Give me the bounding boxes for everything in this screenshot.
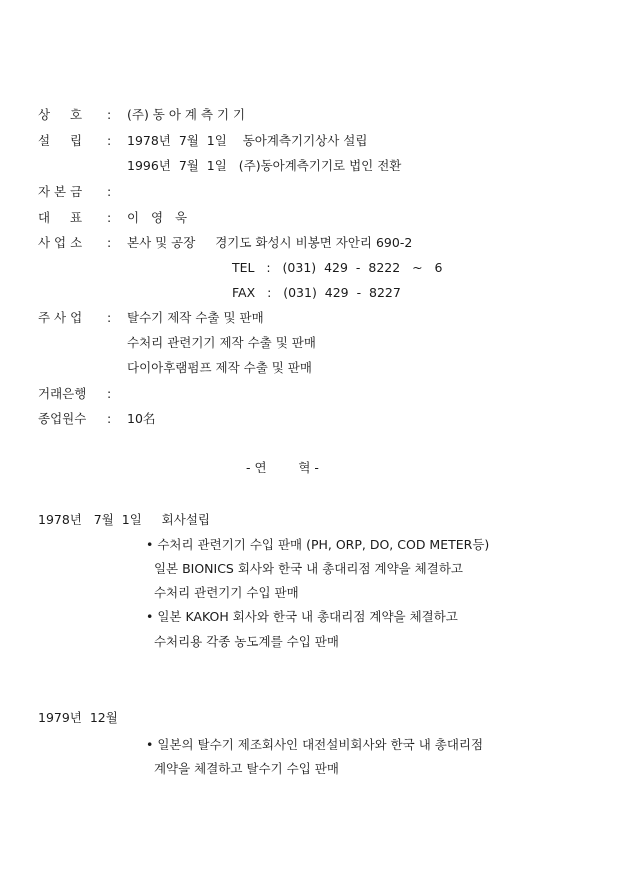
colon: : [107, 210, 112, 225]
history-title: - 연 혁 - [246, 460, 319, 475]
ceo-label: 대 표 [38, 210, 83, 225]
history-line: 계약을 체결하고 탈수기 수입 판매 [146, 761, 339, 776]
bank-label: 거래은행 [38, 386, 87, 401]
capital-label: 자 본 금 [38, 184, 83, 199]
history-line: • 일본 KAKOH 회사와 한국 내 총대리점 계약을 체결하고 [146, 609, 458, 624]
office-value: 본사 및 공장 경기도 화성시 비봉면 자안리 690-2 [127, 235, 413, 250]
business-item: 수처리 관련기기 제작 수출 및 판매 [127, 335, 316, 350]
colon: : [107, 107, 112, 122]
colon: : [107, 386, 112, 401]
fax-number: FAX : (031) 429 - 8227 [232, 285, 401, 300]
ceo-value: 이 영 욱 [127, 210, 188, 225]
colon: : [107, 235, 112, 250]
tel-number: TEL : (031) 429 - 8222 ~ 6 [232, 260, 443, 275]
company-name-label: 상 호 [38, 107, 83, 122]
colon: : [107, 310, 112, 325]
employees-label: 종업원수 [38, 411, 87, 426]
history-line: 수처리용 각종 농도계를 수입 판매 [146, 634, 339, 649]
colon: : [107, 133, 112, 148]
employees-value: 10名 [127, 411, 156, 426]
colon: : [107, 184, 112, 199]
history-date: 1979년 12월 [38, 710, 118, 725]
history-date: 1978년 7월 1일 회사설립 [38, 512, 210, 527]
established-value-2: 1996년 7월 1일 (주)동아계측기기로 법인 전환 [127, 158, 402, 173]
office-label: 사 업 소 [38, 235, 83, 250]
established-label: 설 립 [38, 133, 83, 148]
business-item: 탈수기 제작 수출 및 판매 [127, 310, 264, 325]
history-line: 일본 BIONICS 회사와 한국 내 총대리점 계약을 체결하고 [146, 561, 463, 576]
history-line: • 수처리 관련기기 수입 판매 (PH, ORP, DO, COD METER등) [146, 537, 490, 552]
business-item: 다이아후램펌프 제작 수출 및 판매 [127, 360, 312, 375]
history-line: • 일본의 탈수기 제조회사인 대전설비회사와 한국 내 총대리점 [146, 737, 484, 752]
business-label: 주 사 업 [38, 310, 83, 325]
history-line: 수처리 관련기기 수입 판매 [146, 585, 299, 600]
established-value-1: 1978년 7월 1일 동아계측기기상사 설립 [127, 133, 368, 148]
colon: : [107, 411, 112, 426]
company-name-value: (주) 동 아 계 측 기 기 [127, 107, 246, 122]
